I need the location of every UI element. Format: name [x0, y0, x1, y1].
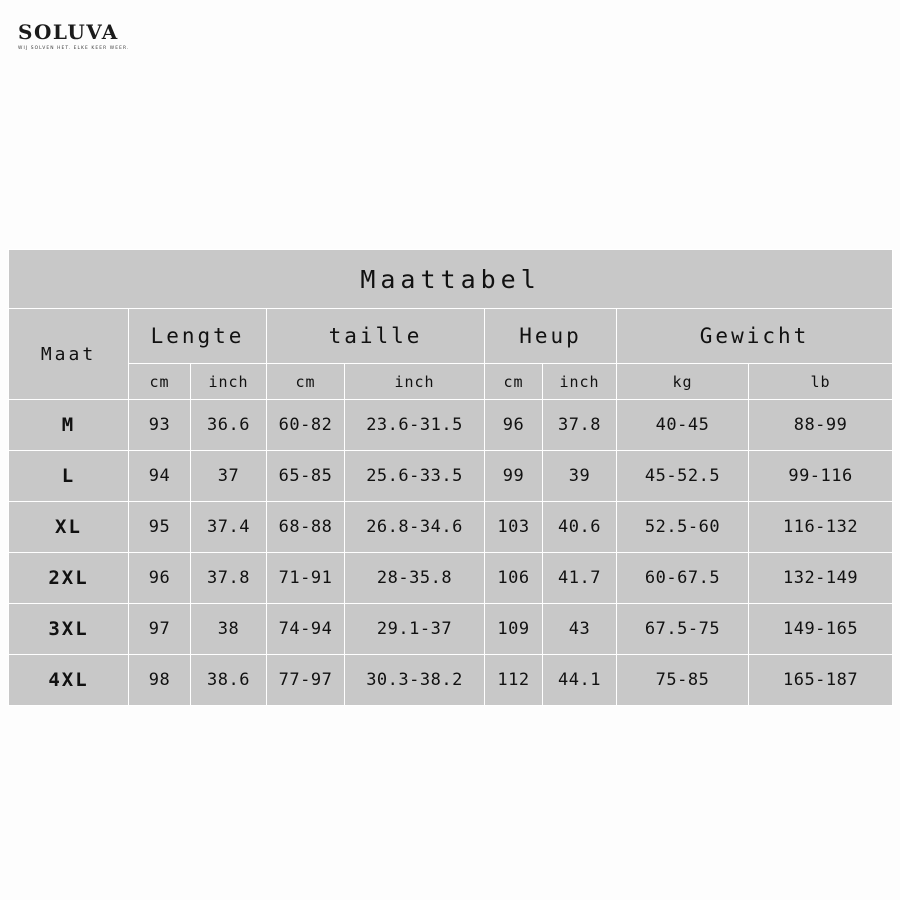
column-header-lengte: Lengte [129, 309, 267, 364]
cell-heup-cm: 109 [485, 604, 543, 655]
cell-heup-cm: 106 [485, 553, 543, 604]
cell-heup-cm: 99 [485, 451, 543, 502]
cell-lengte-inch: 38.6 [191, 655, 267, 706]
cell-gewicht-lb: 88-99 [749, 400, 893, 451]
cell-lengte-cm: 96 [129, 553, 191, 604]
cell-gewicht-lb: 165-187 [749, 655, 893, 706]
cell-size: 4XL [9, 655, 129, 706]
unit-header-heup-cm: cm [485, 364, 543, 400]
column-header-heup: Heup [485, 309, 617, 364]
cell-gewicht-kg: 52.5-60 [617, 502, 749, 553]
cell-lengte-cm: 97 [129, 604, 191, 655]
unit-header-heup-inch: inch [543, 364, 617, 400]
cell-lengte-cm: 95 [129, 502, 191, 553]
cell-lengte-inch: 37.4 [191, 502, 267, 553]
cell-taille-cm: 60-82 [267, 400, 345, 451]
cell-size: 3XL [9, 604, 129, 655]
unit-header-lengte-cm: cm [129, 364, 191, 400]
cell-gewicht-kg: 67.5-75 [617, 604, 749, 655]
cell-gewicht-lb: 116-132 [749, 502, 893, 553]
cell-taille-inch: 29.1-37 [345, 604, 485, 655]
cell-taille-cm: 65-85 [267, 451, 345, 502]
cell-gewicht-kg: 40-45 [617, 400, 749, 451]
cell-lengte-cm: 93 [129, 400, 191, 451]
unit-header-taille-cm: cm [267, 364, 345, 400]
cell-heup-inch: 44.1 [543, 655, 617, 706]
brand-name: SOLUVA [18, 20, 119, 44]
cell-lengte-inch: 38 [191, 604, 267, 655]
cell-taille-cm: 68-88 [267, 502, 345, 553]
unit-header-gewicht-kg: kg [617, 364, 749, 400]
table-group-header-row [9, 309, 893, 364]
size-chart-table [8, 249, 893, 706]
unit-header-taille-inch: inch [345, 364, 485, 400]
cell-heup-cm: 103 [485, 502, 543, 553]
table-title: Maattabel [9, 250, 893, 309]
table-row [9, 553, 893, 604]
cell-lengte-inch: 37 [191, 451, 267, 502]
cell-gewicht-lb: 132-149 [749, 553, 893, 604]
cell-size: XL [9, 502, 129, 553]
table-row [9, 502, 893, 553]
cell-heup-inch: 37.8 [543, 400, 617, 451]
cell-heup-inch: 40.6 [543, 502, 617, 553]
cell-size: L [9, 451, 129, 502]
unit-header-lengte-inch: inch [191, 364, 267, 400]
table-row [9, 400, 893, 451]
table-unit-header-row [9, 364, 893, 400]
cell-heup-inch: 43 [543, 604, 617, 655]
unit-header-gewicht-lb: lb [749, 364, 893, 400]
cell-heup-inch: 39 [543, 451, 617, 502]
cell-heup-cm: 112 [485, 655, 543, 706]
cell-taille-cm: 77-97 [267, 655, 345, 706]
cell-gewicht-kg: 60-67.5 [617, 553, 749, 604]
table-row [9, 604, 893, 655]
cell-taille-inch: 28-35.8 [345, 553, 485, 604]
cell-taille-cm: 71-91 [267, 553, 345, 604]
size-chart-container [8, 249, 892, 706]
column-header-maat: Maat [9, 309, 129, 400]
brand-tagline: WIJ SOLVEN HET. ELKE KEER WEER. [18, 46, 130, 51]
cell-taille-cm: 74-94 [267, 604, 345, 655]
cell-size: 2XL [9, 553, 129, 604]
cell-gewicht-lb: 99-116 [749, 451, 893, 502]
cell-lengte-cm: 94 [129, 451, 191, 502]
cell-taille-inch: 23.6-31.5 [345, 400, 485, 451]
brand-logo [18, 22, 238, 51]
cell-gewicht-kg: 75-85 [617, 655, 749, 706]
cell-gewicht-kg: 45-52.5 [617, 451, 749, 502]
cell-heup-cm: 96 [485, 400, 543, 451]
table-title-row [9, 250, 893, 309]
cell-heup-inch: 41.7 [543, 553, 617, 604]
cell-taille-inch: 25.6-33.5 [345, 451, 485, 502]
table-row [9, 451, 893, 502]
column-header-taille: taille [267, 309, 485, 364]
cell-taille-inch: 30.3-38.2 [345, 655, 485, 706]
table-row [9, 655, 893, 706]
cell-size: M [9, 400, 129, 451]
column-header-gewicht: Gewicht [617, 309, 893, 364]
cell-lengte-inch: 36.6 [191, 400, 267, 451]
cell-taille-inch: 26.8-34.6 [345, 502, 485, 553]
cell-gewicht-lb: 149-165 [749, 604, 893, 655]
cell-lengte-inch: 37.8 [191, 553, 267, 604]
cell-lengte-cm: 98 [129, 655, 191, 706]
